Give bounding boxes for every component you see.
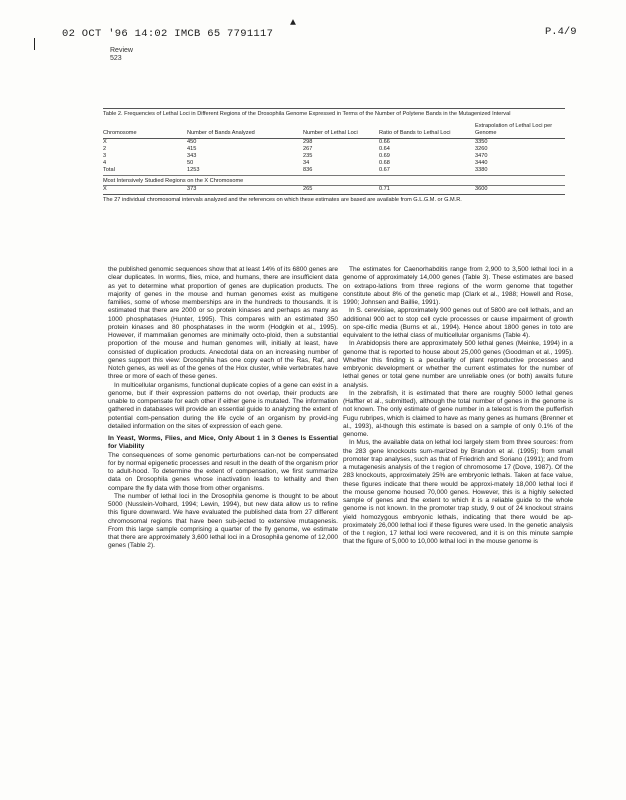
column-header: Extrapolation of Lethal Loci per Genome <box>475 123 565 139</box>
table-row-total <box>103 167 565 175</box>
table-cell: 265 <box>303 185 379 194</box>
journal-page: 523 <box>110 55 122 62</box>
table-row <box>103 185 565 194</box>
journal-section: Review <box>110 47 133 54</box>
fax-header <box>0 18 626 44</box>
table-section-row <box>103 175 565 185</box>
table-cell: 235 <box>303 152 313 159</box>
column-header: Ratio of Bands to Lethal Loci <box>379 123 475 139</box>
paragraph: In multicellular organisms, functional duplicate copies of a gene can exist in a genome, but if their expression patterns do not overlap, their products are unable to compensate for each other if either gene is mutated. The information gathered in databases will provide an essential guide to analyzing the extent of potential com-pensation during the life cycle of an organism by provid-ing detailed information on the sites of expression of each gene. <box>108 381 338 430</box>
fax-page-number: P.4/9 <box>545 26 577 38</box>
table-cell: X <box>103 185 187 194</box>
table-row <box>103 160 565 167</box>
table-cell: 50 <box>187 160 194 167</box>
table-cell: 3600 <box>475 185 565 194</box>
column-header: Number of Bands Analyzed <box>187 123 303 139</box>
table-cell: 267 <box>303 145 313 152</box>
margin-mark <box>34 38 35 50</box>
left-column <box>108 266 338 551</box>
table-cell: 3260 <box>475 145 488 152</box>
paragraph: In Mus, the available data on lethal loci largely stem from three sources: from the 283 gene knockouts sum-marized by Brandon et al. (1995); from small promoter trap analyses, such as that of Friedrich and Soriano (1991); and from a mutagenesis analysis of the t region of chromosome 17 (Dove, 1987). Of the 283 knockouts, approximately 25% are embryonic lethals. Taken at face value, these figures indicate that there would be approxi-mately 18,000 lethal loci if the mouse genome housed 70,000 genes. However, this is a highly selected sample of genes and the extent to which it is a reliable guide to the whole genome is not known. In the promoter trap study, 9 out of 24 knockout strains yield homozygous embryonic lethals, indicating that there would be ap-proximately 26,000 lethal loci if these figures were used. In the genetic analysis of the t region, 17 lethal loci were recovered, and it is on this minute sample that the figure of 5,000 to 10,000 lethal loci in the mouse genome is <box>343 439 573 546</box>
table-caption: Table 2. Frequencies of Lethal Loci in Different Regions of the Drosophila Genome Expressed in Terms of the Number of Polytene Bands in the Mutagenized Interval <box>103 108 565 119</box>
table-cell: 3350 <box>475 138 488 145</box>
lethal-loci-table <box>103 123 565 195</box>
table-footnote: The 27 individual chromosomal intervals analyzed and the references on which these estimates are based are available from G.L.G.M. or G.M.R. <box>103 196 462 203</box>
table-cell: 0.67 <box>379 167 390 174</box>
table-cell: 373 <box>187 185 303 194</box>
paragraph: In S. cerevisiae, approximately 900 genes out of 5800 are cell lethals, and an additional 900 act to stop cell cycle processes or cause impairment of growth on spe-cific media (Burns et al., 1994). Hence about 1800 genes in toto are equivalent to the lethal class of multicellular organisms (Table 4). <box>343 307 573 339</box>
right-column <box>343 266 573 547</box>
section-heading: In Yeast, Worms, Flies, and Mice, Only About 1 in 3 Genes Is Essential for Viability <box>108 435 338 451</box>
paragraph: In Arabidopsis there are approximately 500 lethal genes (Meinke, 1994) in a genome that is reported to house about 25,000 genes (Goodman et al., 1995). Whether this finding is a peculiarity of plant reproductive processes and embryonic development or whether the current estimates for the number of lethal genes or total gene number are unreliable ones (or both) awaits future analysis. <box>343 340 573 389</box>
table-section-label: Most Intensively Studied Regions on the X Chromosome <box>103 175 565 185</box>
table-cell: 343 <box>187 152 197 159</box>
table-row <box>103 146 565 153</box>
column-header: Chromosome <box>103 123 187 139</box>
table-cell: 0.71 <box>379 185 475 194</box>
table-row <box>103 153 565 160</box>
table-cell: 0.68 <box>379 160 390 167</box>
table-cell: Total <box>103 167 115 174</box>
table-cell: 4 <box>103 160 107 167</box>
paragraph: In the zebrafish, it is estimated that there are roughly 5000 lethal genes (Haffter et al., submitted), although the total number of genes in the genome is not known. The only estimate of gene number in a teleost is from the pufferfish Fugu rubripes, which is claimed to have as many genes as humans (Brenner et al., 1993), al-though this estimate is based on a sample of only 0.1% of the genome. <box>343 389 573 438</box>
table-cell: 3470 <box>475 152 488 159</box>
table-cell: 34 <box>303 160 310 167</box>
paragraph: The number of lethal loci in the Drosophila genome is thought to be about 5000 (Nusslein-Volhard, 1994; Lewin, 1994), but new data allow us to refine this figure downward. We have evaluated the published data from 27 different chromosomal regions that have been sub-jected to extensive mutagenesis. From this large sample comprising a quarter of the fly genome, we estimate that there are approximately 3,600 lethal loci in a Drosophila genome of 12,000 genes (Table 2). <box>108 492 338 550</box>
table-2 <box>103 108 565 204</box>
table-cell: 298 <box>303 138 313 145</box>
table-cell: 415 <box>187 145 197 152</box>
table-header-row <box>103 123 565 139</box>
table-cell: 450 <box>187 138 197 145</box>
table-cell: 3440 <box>475 160 488 167</box>
table-cell: 3 <box>103 152 107 159</box>
table-cell: 836 <box>303 167 313 174</box>
paragraph: The consequences of some genomic perturbations can-not be compensated for by normal epigenetic processes and result in the death of the organism prior to adult-hood. To determine the extent of compensation, we first summarize data on Drosophila genes whose inactivation leads to lethality and then compare the fly data with those from other organisms. <box>108 451 338 492</box>
table-row <box>103 138 565 146</box>
paragraph: The estimates for Caenorhabditis range from 2,900 to 3,500 lethal loci in a genome of approximately 14,000 genes (Table 3). These estimates are based on extrapo-lations from three regions of the worm genome that together constitute about 8% of the genetic map (Clark et al., 1988; Howell and Rose, 1990; Johnsen and Baillie, 1991). <box>343 266 573 306</box>
column-header: Number of Lethal Loci <box>303 123 379 139</box>
table-cell: 2 <box>103 145 107 152</box>
fax-transmission-line: 02 OCT '96 14:02 IMCB 65 7791117 <box>62 28 274 40</box>
registration-mark-icon: ▲ <box>290 18 297 29</box>
paragraph: the published genomic sequences show that at least 14% of its 6800 genes are clear duplicates. In worms, flies, mice, and humans, there are insufficient data as yet to determine what proportion of genes are duplication products. The majority of genes in the mouse and human genomes exist as multigene families, some of whose memberships are in the hundreds to thousands. It is estimated that there are 2000 or so protein kinases and perhaps as many as 1000 phosphatases (Hunter, 1995). This compares with an estimated 350 protein kinases and 80 phosphatases in the worm (Hodgkin et al., 1995). However, if mammalian genomes are minimally octo-ploid, then a substantial proportion of the mouse and human genomes will, initially at least, have consisted of duplication products. Anecdotal data on an increasing number of genes support this view: Drosophila has one copy each of the Ras, Raf, and Notch genes, as well as of the genes of the Hox cluster, while vertebrates have three or more of each of these genes. <box>108 266 338 381</box>
table-cell: 0.64 <box>379 145 390 152</box>
journal-meta <box>110 47 133 63</box>
table-cell: 1253 <box>187 167 200 174</box>
table-cell: 0.66 <box>379 138 390 145</box>
table-cell: 3380 <box>475 167 488 174</box>
table-cell: 0.69 <box>379 152 390 159</box>
table-cell: X <box>103 138 107 145</box>
